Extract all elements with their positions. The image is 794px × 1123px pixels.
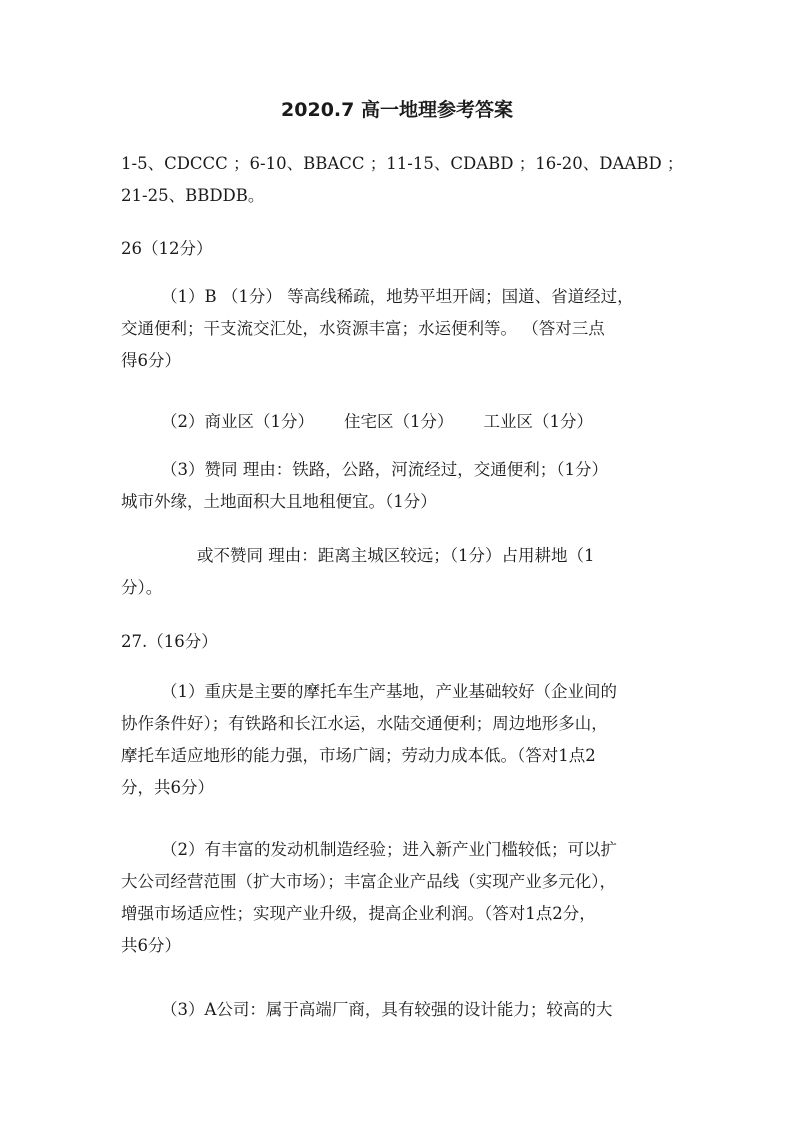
q26-part1-line-2: 交通便利；干支流交汇处，水资源丰富；水运便利等。 （答对三点 [121,319,605,338]
q26-part3-alt-line-2: 分）。 [121,578,163,597]
q26-part3-line-1: （3）赞同 理由：铁路，公路，河流经过，交通便利；（1分） [161,460,608,479]
q27-header [121,626,677,658]
q26-part3 [121,454,677,518]
q27-part2-line-2: 大公司经营范围（扩大市场）；丰富企业产品线（实现产业多元化）， [121,872,616,891]
q27-part2-line-1: （2）有丰富的发动机制造经验；进入新产业门槛较低；可以扩 [161,840,617,859]
page-title: 2020.7 高一地理参考答案 [281,99,513,121]
q26-header [121,233,677,265]
q26-part1 [121,281,677,377]
q26-part2-commercial: （2）商业区（1分） [161,412,314,431]
q26-part1-line-1: （1）B （1分） 等高线稀疏，地势平坦开阔；国道、省道经过， [161,287,634,306]
q27-part2 [121,834,677,962]
q27-part1-line-1: （1）重庆是主要的摩托车生产基地，产业基础较好（企业间的 [161,682,617,701]
q27-part1-line-4: 分，共6分） [121,778,214,797]
q27-part3-line-1: （3）A公司：属于高端厂商，具有较强的设计能力；较高的大 [161,1000,613,1019]
mcq-line-2: 21-25、BBDDB。 [121,186,265,205]
q26-part3-alt [121,540,677,604]
q26-part2 [121,406,677,438]
q27-part2-line-3: 增强市场适应性；实现产业升级，提高企业利润。（答对1点2分， [121,904,596,923]
q27-part2-line-4: 共6分） [121,936,181,955]
multiple-choice-answers [121,148,684,212]
mcq-line-1: 1-5、CDCCC ；6-10、BBACC ；11-15、CDABD ；16-20、DAABD ； [121,154,684,173]
q26-part2-line [121,406,677,438]
q27-header-text: 27.（16分） [121,632,218,651]
q26-part3-alt-line-1: 或不赞同 理由：距离主城区较远；（1分）占用耕地（1 [197,546,595,565]
q27-part1-line-2: 协作条件好）；有铁路和长江水运，水陆交通便利；周边地形多山， [121,714,608,733]
q26-part2-industrial: 工业区（1分） [483,412,593,431]
q27-part1 [121,676,677,804]
q26-part3-line-2: 城市外缘，土地面积大且地租便宜。（1分） [121,492,437,511]
q26-part2-residential: 住宅区（1分） [344,412,454,431]
q27-part3 [121,994,677,1026]
q26-part1-line-3: 得6分） [121,351,181,370]
q27-part1-line-3: 摩托车适应地形的能力强，市场广阔；劳动力成本低。（答对1点2 [121,746,596,765]
q26-header-text: 26（12分） [121,239,213,258]
